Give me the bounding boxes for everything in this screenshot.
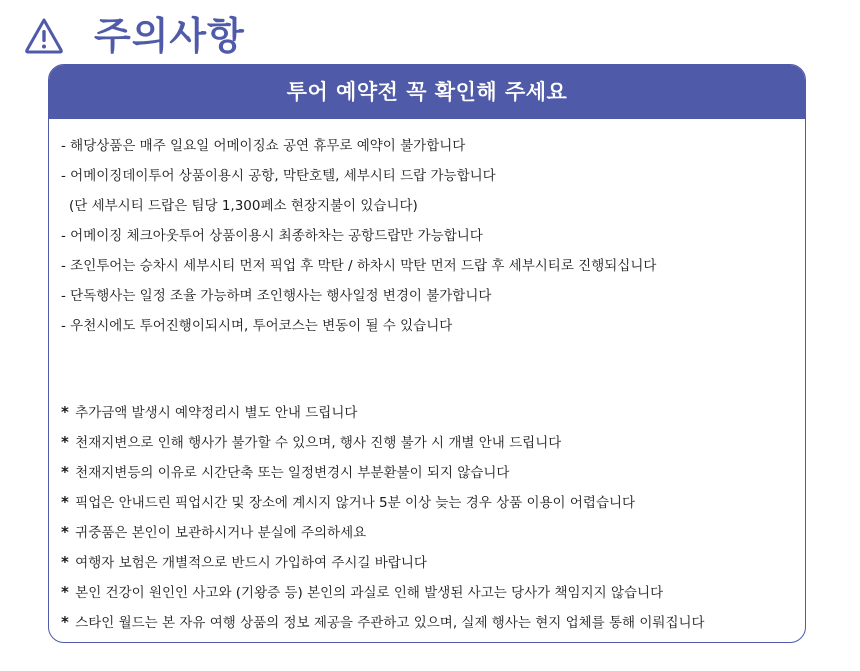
caution-list bbox=[61, 397, 797, 637]
caution-text: 여행자 보험은 개별적으로 반드시 가입하여 주시길 바랍니다 bbox=[75, 555, 427, 571]
notice-item: - 어메이징 체크아웃투어 상품이용시 최종하차는 공항드랍만 가능합니다 bbox=[61, 228, 483, 244]
caution-text: 추가금액 발생시 예약정리시 별도 안내 드립니다 bbox=[75, 405, 358, 421]
notice-item-note: (단 세부시티 드랍은 팀당 1,300페소 현장지불이 있습니다) bbox=[69, 198, 418, 214]
asterisk-mark: * bbox=[61, 463, 69, 481]
caution-item bbox=[61, 607, 797, 637]
notice-item: - 단독행사는 일정 조율 가능하며 조인행사는 행사일정 변경이 불가합니다 bbox=[61, 288, 492, 304]
caution-item bbox=[61, 457, 797, 487]
asterisk-mark: * bbox=[61, 403, 69, 421]
asterisk-mark: * bbox=[61, 553, 69, 571]
caution-item bbox=[61, 427, 797, 457]
caution-text: 귀중품은 본인이 보관하시거나 분실에 주의하세요 bbox=[75, 525, 367, 541]
caution-text: 픽업은 안내드린 픽업시간 및 장소에 계시지 않거나 5분 이상 늦는 경우 상품 이용이 어렵습니다 bbox=[75, 495, 636, 511]
notice-item: - 해당상품은 매주 일요일 어메이징쇼 공연 휴무로 예약이 불가합니다 bbox=[61, 138, 466, 154]
notice-list bbox=[61, 131, 797, 341]
notice-item: - 우천시에도 투어진행이되시며, 투어코스는 변동이 될 수 있습니다 bbox=[61, 318, 453, 334]
caution-text: 본인 건강이 원인인 사고와 (기왕증 등) 본인의 과실로 인해 발생된 사고는 당사가 책임지지 않습니다 bbox=[75, 585, 664, 601]
asterisk-mark: * bbox=[61, 493, 69, 511]
notice-banner: 투어 예약전 꼭 확인해 주세요 bbox=[49, 65, 805, 119]
caution-item bbox=[61, 397, 797, 427]
caution-item bbox=[61, 487, 797, 517]
asterisk-mark: * bbox=[61, 523, 69, 541]
page-title: 주의사항 bbox=[94, 14, 245, 58]
caution-text: 천재지변등의 이유로 시간단축 또는 일정변경시 부분환불이 되지 않습니다 bbox=[75, 465, 510, 481]
asterisk-mark: * bbox=[61, 613, 69, 631]
caution-item bbox=[61, 517, 797, 547]
notice-box bbox=[48, 64, 806, 643]
page-header bbox=[24, 14, 245, 58]
asterisk-mark: * bbox=[61, 583, 69, 601]
caution-text: 천재지변으로 인해 행사가 불가할 수 있으며, 행사 진행 불가 시 개별 안내 드립니다 bbox=[75, 435, 562, 451]
caution-text: 스타인 월드는 본 자유 여행 상품의 정보 제공을 주관하고 있으며, 실제 행사는 현지 업체를 통해 이뤄집니다 bbox=[75, 615, 705, 631]
notice-item: - 어메이징데이투어 상품이용시 공항, 막탄호텔, 세부시티 드랍 가능합니다 bbox=[61, 168, 496, 184]
asterisk-mark: * bbox=[61, 433, 69, 451]
warning-icon bbox=[24, 16, 64, 56]
caution-item bbox=[61, 577, 797, 607]
notice-item: - 조인투어는 승차시 세부시티 먼저 픽업 후 막탄 / 하차시 막탄 먼저 드랍 후 세부시티로 진행되십니다 bbox=[61, 258, 657, 274]
caution-item bbox=[61, 547, 797, 577]
